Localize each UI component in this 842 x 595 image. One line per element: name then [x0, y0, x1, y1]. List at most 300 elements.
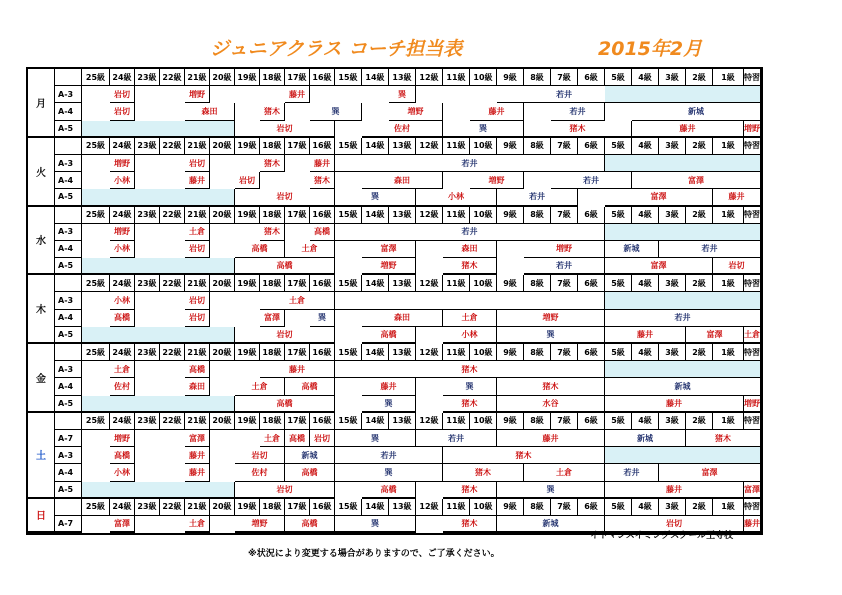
level-header: 7級	[551, 344, 578, 361]
coach-name: 岩切	[235, 189, 335, 206]
coach-name: 富澤	[260, 310, 285, 327]
level-header: 22級	[160, 499, 185, 516]
level-header: 2級	[686, 207, 713, 224]
coach-name: 増野	[110, 224, 135, 241]
level-header-blank	[55, 499, 82, 516]
level-header: 21級	[185, 413, 210, 430]
level-header: 18級	[260, 275, 285, 292]
level-header: 20級	[210, 275, 235, 292]
level-header: 23級	[135, 413, 160, 430]
empty-slot	[605, 292, 761, 309]
coach-name: 新城	[497, 516, 605, 533]
coach-name: 土倉	[110, 361, 135, 378]
coach-name: 増野	[524, 241, 605, 258]
coach-name: 土倉	[744, 327, 761, 344]
level-header: 12級	[416, 69, 443, 86]
level-header: 16級	[310, 69, 335, 86]
level-header: 5級	[605, 69, 632, 86]
coach-name: 藤井	[185, 172, 210, 189]
level-header: 5級	[605, 413, 632, 430]
level-header: 12級	[416, 344, 443, 361]
coach-name: 藤井	[713, 189, 761, 206]
level-header: 9級	[497, 275, 524, 292]
level-header: 15級	[335, 499, 362, 516]
empty-slot	[82, 327, 235, 344]
level-header: 13級	[389, 344, 416, 361]
level-header: 11級	[443, 344, 470, 361]
coach-name: 藤井	[362, 378, 416, 395]
coach-name: 森田	[362, 310, 443, 327]
coach-name: 岩切	[235, 172, 260, 189]
empty-slot	[605, 224, 761, 241]
coach-name: 藤井	[260, 361, 335, 378]
coach-name: 土倉	[260, 430, 285, 447]
coach-name: 猪木	[310, 172, 335, 189]
level-header: 15級	[335, 413, 362, 430]
level-header: 6級	[578, 413, 605, 430]
day-label: 水	[28, 207, 55, 276]
level-header: 3級	[659, 413, 686, 430]
class-label: A-5	[55, 121, 82, 138]
level-header: 22級	[160, 207, 185, 224]
coach-name: 巽	[335, 516, 416, 533]
coach-name: 富澤	[659, 464, 761, 481]
coach-name: 土倉	[235, 378, 285, 395]
level-header: 24級	[110, 413, 135, 430]
day-label: 土	[28, 413, 55, 499]
level-header: 13級	[389, 413, 416, 430]
level-header: 11級	[443, 207, 470, 224]
coach-name: 巽	[443, 121, 524, 138]
level-header: 特習	[744, 344, 761, 361]
coach-name: 巽	[310, 310, 335, 327]
level-header: 23級	[135, 138, 160, 155]
coach-name: 巽	[443, 378, 497, 395]
level-header: 19級	[235, 413, 260, 430]
coach-name: 猪木	[443, 396, 497, 413]
level-header: 2級	[686, 69, 713, 86]
level-header: 4級	[632, 69, 659, 86]
coach-name: 猪木	[260, 224, 285, 241]
coach-name: 高橋	[110, 310, 135, 327]
coach-name: 高橋	[235, 241, 285, 258]
coach-name: 巽	[497, 482, 605, 499]
level-header: 17級	[285, 499, 310, 516]
level-header: 17級	[285, 138, 310, 155]
class-label: A-3	[55, 86, 82, 103]
level-header: 25級	[82, 69, 110, 86]
coach-name: 新城	[605, 241, 659, 258]
level-header: 2級	[686, 275, 713, 292]
empty-slot	[82, 396, 235, 413]
level-header: 13級	[389, 207, 416, 224]
level-header: 特習	[744, 69, 761, 86]
coach-name: 若井	[335, 224, 605, 241]
day-label: 木	[28, 275, 55, 344]
coach-name: 森田	[185, 103, 235, 120]
coach-name: 猪木	[443, 482, 497, 499]
level-header: 22級	[160, 69, 185, 86]
coach-name: 岩切	[235, 482, 335, 499]
coach-name: 富澤	[632, 172, 761, 189]
coach-name: 若井	[551, 172, 632, 189]
level-header: 16級	[310, 499, 335, 516]
coach-name: 猪木	[335, 361, 605, 378]
level-header: 5級	[605, 344, 632, 361]
level-header: 25級	[82, 207, 110, 224]
level-header: 15級	[335, 69, 362, 86]
level-header: 4級	[632, 207, 659, 224]
level-header: 24級	[110, 499, 135, 516]
level-header: 22級	[160, 138, 185, 155]
coach-name: 小林	[110, 464, 135, 481]
level-header: 14級	[362, 138, 389, 155]
level-header: 5級	[605, 499, 632, 516]
class-label: A-3	[55, 447, 82, 464]
coach-name: 猪木	[443, 516, 497, 533]
coach-name: 岩切	[235, 327, 335, 344]
level-header: 25級	[82, 138, 110, 155]
coach-name: 若井	[335, 155, 605, 172]
coach-name: 増野	[185, 86, 210, 103]
level-header: 17級	[285, 344, 310, 361]
coach-name: 土倉	[260, 292, 335, 309]
coach-name: 森田	[185, 378, 210, 395]
level-header: 9級	[497, 138, 524, 155]
coach-name: 新城	[605, 430, 686, 447]
coach-name: 高橋	[235, 396, 335, 413]
coach-name: 若井	[551, 103, 605, 120]
coach-name: 富澤	[110, 516, 135, 533]
level-header: 2級	[686, 344, 713, 361]
level-header: 21級	[185, 207, 210, 224]
coach-name: 藤井	[605, 482, 744, 499]
level-header: 10級	[470, 207, 497, 224]
coach-name: 猪木	[443, 258, 497, 275]
level-header: 19級	[235, 275, 260, 292]
coach-name: 土倉	[285, 241, 335, 258]
coach-name: 若井	[605, 310, 761, 327]
level-header: 14級	[362, 413, 389, 430]
empty-slot	[82, 482, 235, 499]
coach-name: 藤井	[744, 516, 761, 533]
class-label: A-4	[55, 172, 82, 189]
level-header: 24級	[110, 69, 135, 86]
level-header: 4級	[632, 344, 659, 361]
level-header: 3級	[659, 69, 686, 86]
level-header: 19級	[235, 69, 260, 86]
coach-name: 藤井	[470, 103, 524, 120]
coach-name: 小林	[110, 172, 135, 189]
level-header: 2級	[686, 499, 713, 516]
class-label: A-3	[55, 224, 82, 241]
level-header: 23級	[135, 69, 160, 86]
level-header: 20級	[210, 413, 235, 430]
level-header: 8級	[524, 413, 551, 430]
level-header: 11級	[443, 138, 470, 155]
coach-name: 増野	[362, 258, 416, 275]
coach-name: 水谷	[497, 396, 605, 413]
coach-name: 藤井	[497, 430, 605, 447]
coach-name: 富澤	[605, 189, 713, 206]
school-name: イトマンスイミングスクール王寺校	[590, 531, 734, 541]
change-notice: ※状況により変更する場合がありますので、ご了承ください。	[248, 549, 500, 559]
level-header: 5級	[605, 138, 632, 155]
level-header: 10級	[470, 344, 497, 361]
level-header: 14級	[362, 207, 389, 224]
level-header: 22級	[160, 413, 185, 430]
page-title: ジュニアクラス コーチ担当表	[210, 38, 463, 60]
level-header: 6級	[578, 207, 605, 224]
coach-name: 高橋	[285, 378, 335, 395]
level-header: 25級	[82, 413, 110, 430]
coach-name: 高橋	[285, 464, 335, 481]
coach-name: 岩切	[110, 86, 135, 103]
level-header: 25級	[82, 275, 110, 292]
level-header: 12級	[416, 499, 443, 516]
level-header: 特習	[744, 275, 761, 292]
level-header: 17級	[285, 207, 310, 224]
coach-name: 土倉	[185, 516, 210, 533]
coach-name: 藤井	[185, 464, 210, 481]
coach-name: 巽	[335, 430, 416, 447]
class-label: A-5	[55, 482, 82, 499]
coach-name: 高橋	[362, 482, 416, 499]
coach-name: 土倉	[524, 464, 605, 481]
coach-name: 若井	[416, 430, 497, 447]
level-header: 17級	[285, 275, 310, 292]
level-header: 16級	[310, 275, 335, 292]
coach-name: 藤井	[605, 396, 744, 413]
level-header: 14級	[362, 69, 389, 86]
coach-name: 森田	[443, 241, 497, 258]
level-header: 20級	[210, 499, 235, 516]
level-header: 15級	[335, 344, 362, 361]
coach-name: 岩切	[235, 121, 335, 138]
coach-name: 佐村	[110, 378, 135, 395]
empty-slot	[605, 86, 761, 103]
level-header: 13級	[389, 499, 416, 516]
level-header: 10級	[470, 69, 497, 86]
coach-name: 藤井	[310, 155, 335, 172]
coach-name: 新城	[632, 103, 761, 120]
day-label: 月	[28, 69, 55, 138]
level-header: 10級	[470, 138, 497, 155]
level-header: 6級	[578, 69, 605, 86]
level-header: 1級	[713, 499, 744, 516]
level-header: 11級	[443, 413, 470, 430]
level-header: 5級	[605, 207, 632, 224]
level-header-blank	[55, 413, 82, 430]
level-header: 23級	[135, 499, 160, 516]
level-header: 17級	[285, 413, 310, 430]
coach-name: 増野	[235, 516, 285, 533]
day-label: 火	[28, 138, 55, 207]
level-header: 15級	[335, 207, 362, 224]
coach-name: 富澤	[605, 258, 713, 275]
level-header-blank	[55, 275, 82, 292]
coach-name: 富澤	[185, 430, 210, 447]
level-header: 7級	[551, 499, 578, 516]
level-header: 13級	[389, 275, 416, 292]
coach-name: 岩切	[310, 430, 335, 447]
level-header: 6級	[578, 275, 605, 292]
level-header: 7級	[551, 138, 578, 155]
level-header-blank	[55, 344, 82, 361]
level-header-blank	[55, 207, 82, 224]
coach-name: 猪木	[443, 447, 605, 464]
coach-name: 増野	[497, 310, 605, 327]
level-header: 4級	[632, 499, 659, 516]
level-header: 2級	[686, 138, 713, 155]
level-header: 2級	[686, 413, 713, 430]
level-header: 7級	[551, 413, 578, 430]
coach-name: 猪木	[260, 103, 285, 120]
coach-name: 猪木	[443, 464, 524, 481]
coach-name: 岩切	[110, 103, 135, 120]
level-header: 8級	[524, 138, 551, 155]
coach-name: 巽	[335, 464, 443, 481]
class-label: A-5	[55, 396, 82, 413]
level-header: 特習	[744, 413, 761, 430]
level-header: 3級	[659, 207, 686, 224]
empty-slot	[82, 258, 235, 275]
level-header: 4級	[632, 138, 659, 155]
coach-name: 富澤	[362, 241, 416, 258]
coach-name: 藤井	[185, 447, 210, 464]
coach-name: 高橋	[362, 327, 416, 344]
level-header: 21級	[185, 275, 210, 292]
level-header: 8級	[524, 69, 551, 86]
coach-name: 若井	[497, 86, 632, 103]
level-header: 7級	[551, 275, 578, 292]
empty-slot	[82, 121, 235, 138]
level-header: 20級	[210, 207, 235, 224]
level-header: 12級	[416, 275, 443, 292]
class-label: A-5	[55, 189, 82, 206]
coach-name: 高橋	[110, 447, 135, 464]
level-header: 23級	[135, 207, 160, 224]
level-header: 13級	[389, 69, 416, 86]
coach-name: 小林	[110, 292, 135, 309]
coach-name: 増野	[389, 103, 443, 120]
level-header: 7級	[551, 207, 578, 224]
level-header-blank	[55, 69, 82, 86]
class-label: A-4	[55, 103, 82, 120]
level-header: 9級	[497, 344, 524, 361]
level-header: 24級	[110, 344, 135, 361]
coach-name: 佐村	[235, 464, 285, 481]
level-header: 8級	[524, 275, 551, 292]
coach-name: 猪木	[686, 430, 761, 447]
level-header: 3級	[659, 275, 686, 292]
coach-name: 岩切	[713, 258, 761, 275]
level-header: 4級	[632, 413, 659, 430]
level-header: 特習	[744, 207, 761, 224]
day-label: 日	[28, 499, 55, 533]
level-header: 13級	[389, 138, 416, 155]
class-label: A-3	[55, 155, 82, 172]
level-header: 11級	[443, 499, 470, 516]
coach-name: 小林	[443, 327, 497, 344]
coach-name: 増野	[110, 155, 135, 172]
level-header: 17級	[285, 69, 310, 86]
coach-name: 巽	[310, 103, 362, 120]
coach-name: 若井	[659, 241, 761, 258]
coach-name: 猪木	[497, 378, 605, 395]
level-header: 6級	[578, 499, 605, 516]
empty-slot	[605, 155, 761, 172]
coach-name: 小林	[110, 241, 135, 258]
coach-name: 岩切	[185, 241, 210, 258]
level-header: 16級	[310, 344, 335, 361]
level-header: 21級	[185, 344, 210, 361]
level-header: 9級	[497, 413, 524, 430]
level-header: 23級	[135, 275, 160, 292]
coach-name: 猪木	[524, 121, 632, 138]
level-header: 16級	[310, 413, 335, 430]
level-header: 19級	[235, 207, 260, 224]
coach-name: 新城	[285, 447, 335, 464]
coach-name: 巽	[497, 327, 605, 344]
class-label: A-3	[55, 292, 82, 309]
coach-name: 若井	[335, 447, 443, 464]
coach-name: 土倉	[185, 224, 210, 241]
day-label: 金	[28, 344, 55, 413]
coach-name: 高橋	[285, 430, 310, 447]
class-label: A-3	[55, 361, 82, 378]
class-label: A-7	[55, 516, 82, 533]
class-label: A-4	[55, 378, 82, 395]
coach-name: 岩切	[185, 155, 210, 172]
level-header: 19級	[235, 138, 260, 155]
level-header: 12級	[416, 138, 443, 155]
coach-name: 高橋	[285, 516, 335, 533]
level-header: 18級	[260, 344, 285, 361]
level-header: 10級	[470, 413, 497, 430]
level-header: 20級	[210, 69, 235, 86]
level-header: 23級	[135, 344, 160, 361]
level-header: 特習	[744, 499, 761, 516]
coach-name: 増野	[470, 172, 524, 189]
level-header: 20級	[210, 138, 235, 155]
coach-name: 新城	[605, 378, 761, 395]
level-header: 4級	[632, 275, 659, 292]
level-header: 21級	[185, 138, 210, 155]
level-header: 21級	[185, 69, 210, 86]
level-header: 10級	[470, 499, 497, 516]
coach-name: 増野	[744, 121, 761, 138]
empty-slot	[605, 361, 761, 378]
schedule-month: 2015年2月	[598, 38, 703, 60]
class-label: A-7	[55, 430, 82, 447]
class-label: A-4	[55, 310, 82, 327]
level-header: 24級	[110, 207, 135, 224]
level-header: 9級	[497, 499, 524, 516]
level-header: 1級	[713, 138, 744, 155]
coach-name: 藤井	[285, 86, 310, 103]
level-header: 22級	[160, 275, 185, 292]
level-header: 10級	[470, 275, 497, 292]
coach-name: 高橋	[235, 258, 335, 275]
coach-name: 猪木	[260, 155, 285, 172]
level-header: 16級	[310, 207, 335, 224]
empty-slot	[605, 447, 761, 464]
level-header: 8級	[524, 499, 551, 516]
coach-name: 岩切	[185, 310, 210, 327]
level-header: 22級	[160, 344, 185, 361]
coach-name: 若井	[497, 189, 578, 206]
